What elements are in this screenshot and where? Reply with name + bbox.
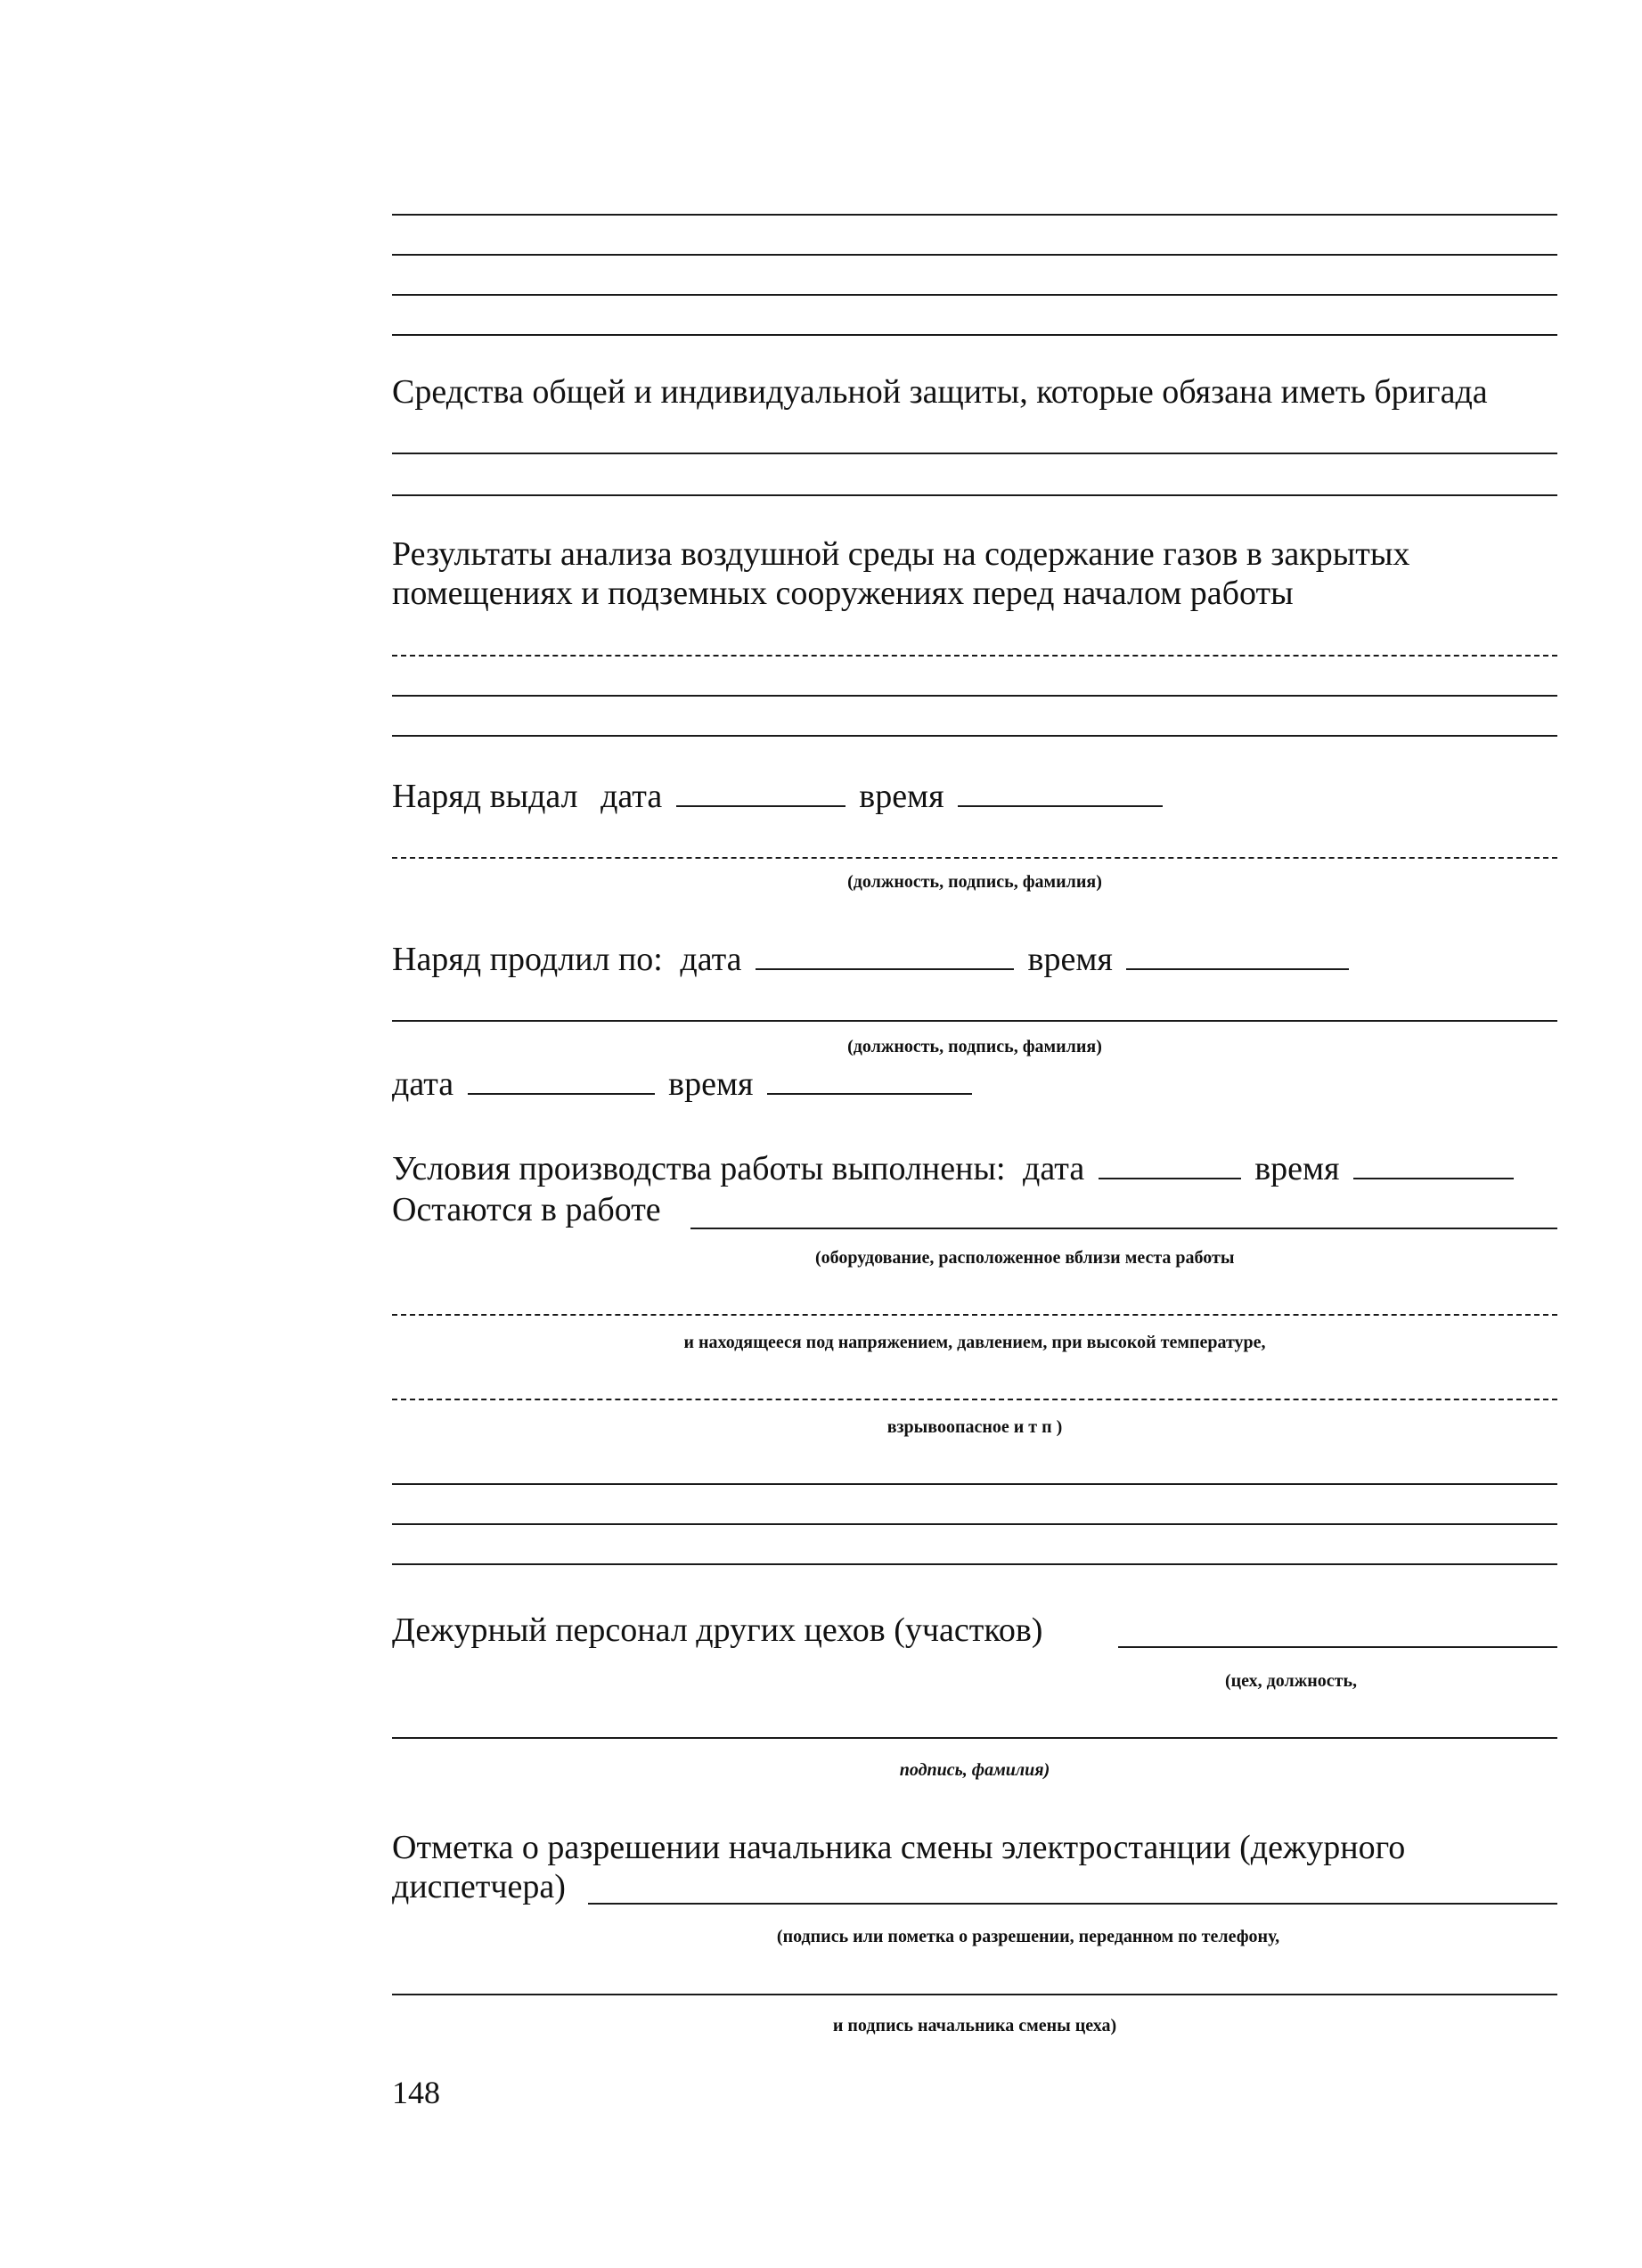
remaining-label: Остаются в работе [392, 1191, 661, 1228]
issued-label: Наряд выдал [392, 778, 578, 815]
duty-staff-field[interactable] [1118, 1646, 1557, 1648]
blank-line [392, 655, 1557, 657]
permission-caption2: и подпись начальника смены цеха) [832, 2016, 1117, 2035]
extended-date-label: дата [680, 941, 742, 978]
issued-date-label: дата [600, 778, 663, 815]
air-analysis-line2: помещениях и подземных сооружениях перед началом работы [392, 575, 1294, 612]
blank-line [392, 1314, 1557, 1316]
issued-time-field[interactable] [958, 779, 1163, 807]
signature-line [392, 1737, 1557, 1739]
remaining-row [392, 1190, 661, 1229]
conditions-caption3: взрывоопасное и т п ) [886, 1417, 1063, 1437]
blank-line [392, 735, 1557, 737]
blank-line [392, 453, 1557, 454]
permission-line2: диспетчера) [392, 1868, 566, 1905]
conditions-time-field[interactable] [1353, 1151, 1514, 1179]
extended-time2-field[interactable] [767, 1066, 972, 1095]
conditions-date-field[interactable] [1099, 1151, 1241, 1179]
conditions-time-label: время [1254, 1150, 1340, 1187]
permission-caption1: (подпись или пометка о разрешении, переданном по телефону, [776, 1927, 1280, 1946]
issued-time-label: время [859, 778, 944, 815]
duty-staff-caption1: (цех, должность, [1225, 1671, 1358, 1691]
extended-row [392, 940, 1354, 979]
conditions-caption2: и находящееся под напряжением, давлением, при высокой температуре, [683, 1333, 1266, 1352]
extended-date2-field[interactable] [468, 1066, 655, 1095]
remaining-field[interactable] [690, 1228, 1557, 1229]
blank-line [392, 1399, 1557, 1400]
signature-line [392, 857, 1557, 859]
blank-line [392, 695, 1557, 697]
issued-row [392, 777, 1168, 816]
page-number: 148 [392, 2075, 440, 2110]
blank-line [392, 334, 1557, 336]
extended-time-label: время [1027, 941, 1113, 978]
signature-line [392, 1994, 1557, 1995]
blank-line [392, 1563, 1557, 1565]
conditions-label: Условия производства работы выполнены: [392, 1150, 1006, 1187]
conditions-row [392, 1149, 1519, 1188]
blank-line [392, 1523, 1557, 1525]
extended-row2 [392, 1065, 977, 1104]
extended-label: Наряд продлил по: [392, 941, 663, 978]
signature-line [392, 1020, 1557, 1022]
permission-line1: Отметка о разрешении начальника смены электростанции (дежурного [392, 1829, 1406, 1866]
issued-caption: (должность, подпись, фамилия) [847, 872, 1102, 892]
conditions-date-label: дата [1023, 1150, 1085, 1187]
extended-time2-label: время [668, 1065, 754, 1103]
duty-staff-caption2: подпись, фамилия) [899, 1760, 1050, 1780]
extended-date-field[interactable] [756, 942, 1014, 970]
blank-line [392, 494, 1557, 496]
duty-staff-label: Дежурный персонал других цехов (участков) [392, 1611, 1043, 1649]
blank-line [392, 1483, 1557, 1485]
blank-line [392, 254, 1557, 256]
extended-date2-label: дата [392, 1065, 454, 1103]
extended-caption: (должность, подпись, фамилия) [847, 1037, 1102, 1056]
blank-line [392, 214, 1557, 216]
conditions-caption1: (оборудование, расположенное вблизи места работы [815, 1248, 1235, 1268]
permission-field[interactable] [588, 1903, 1557, 1905]
protection-label: Средства общей и индивидуальной защиты, которые обязана иметь бригада [392, 373, 1488, 411]
issued-date-field[interactable] [676, 779, 846, 807]
extended-time-field[interactable] [1126, 942, 1349, 970]
blank-line [392, 294, 1557, 296]
air-analysis-line1: Результаты анализа воздушной среды на содержание газов в закрытых [392, 535, 1410, 573]
